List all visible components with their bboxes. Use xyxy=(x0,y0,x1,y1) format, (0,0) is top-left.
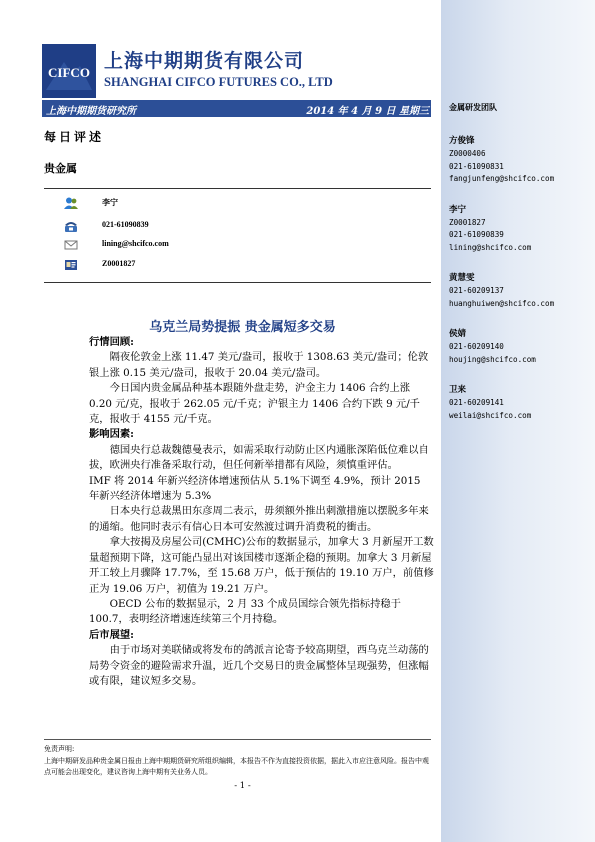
disclaimer-title: 免责声明: xyxy=(44,745,75,753)
envelope-icon xyxy=(64,238,78,252)
contact-phone: 021-60209140 xyxy=(449,342,504,351)
author-email-row xyxy=(64,238,424,252)
disclaimer-text: 上海中期研发品种贵金属日报由上海中期期货研究所组织编辑，本报告不作为直接投资依据，据此入市应注意风险。报告中观点可能会出现变化，建议咨询上海中期有关业务人员。 xyxy=(44,757,429,776)
contact-phone: 021-61090831 xyxy=(449,161,504,171)
contact-license: Z0001827 xyxy=(449,217,486,227)
report-body xyxy=(89,335,434,689)
author-email[interactable]: lining@shcifco.com xyxy=(102,239,169,248)
institute-name: 上海中期期货研究所 xyxy=(46,106,136,117)
market-review-heading: 行情回顾: xyxy=(89,336,134,348)
contact-card xyxy=(449,135,593,186)
paragraph: 由于市场对美联储或将发布的鸽派言论寄予较高期望，西乌克兰动荡的局势令资金的避险需求升温，近几个交易日的贵金属整体呈现强势，但涨幅或有限，建议短多交易。 xyxy=(89,644,429,687)
id-card-icon xyxy=(64,258,78,272)
contact-name: 方俊锋 xyxy=(449,136,475,146)
page-number: - 1 - xyxy=(234,781,251,791)
factors-heading: 影响因素: xyxy=(89,428,134,441)
contact-email[interactable]: houjing@shcifco.com xyxy=(449,354,536,364)
author-phone: 021-61090839 xyxy=(102,220,149,229)
contact-email[interactable]: weilai@shcifco.com xyxy=(449,410,532,420)
paragraph: 拿大按揭及房屋公司(CMHC)公布的数据显示，加拿大 3 月新屋开工数量超预期下降，这可能凸显出对该国楼市逐渐企稳的预期。加拿大 3 月新屋开工较上月骤降 17.7%，至 15.68 万户，低于预估的 19.10 万户，前值修正为 19.06 万户，初值为 19.21 万户。 xyxy=(89,536,434,595)
contact-email[interactable]: fangjunfeng@shcifco.com xyxy=(449,174,555,183)
paragraph: 德国央行总裁魏德曼表示，如需采取行动防止区内通胀深陷低位难以自拔，欧洲央行准备采取行动，但任何新举措都有风险，须慎重评估。 xyxy=(89,443,429,472)
divider xyxy=(44,282,431,283)
section-title: 每日评述 xyxy=(44,130,105,144)
contact-phone: 021-60209141 xyxy=(449,398,504,407)
divider xyxy=(44,188,431,189)
contact-card xyxy=(449,384,593,422)
author-name: 李宁 xyxy=(102,198,118,207)
contact-name: 侯婧 xyxy=(449,329,467,339)
header-bar xyxy=(42,100,431,117)
author-name-row xyxy=(64,196,424,210)
company-name-en: SHANGHAI CIFCO FUTURES CO., LTD xyxy=(104,75,333,89)
logo-text: CIFCO xyxy=(48,65,90,80)
author-license: Z0001827 xyxy=(102,259,136,268)
report-headline: 乌克兰局势提振 贵金属短多交易 xyxy=(149,320,336,335)
contact-card xyxy=(449,328,593,366)
contact-license: Z0000406 xyxy=(449,149,486,158)
author-phone-row xyxy=(64,219,424,233)
research-team-sidebar xyxy=(441,0,595,842)
sidebar-content xyxy=(449,102,593,440)
cifco-logo xyxy=(42,44,96,98)
paragraph: IMF 将 2014 年新兴经济体增速预估从 5.1%下调至 4.9%，预计 2015 年新兴经济体增速为 5.3% xyxy=(89,474,421,503)
contact-card xyxy=(449,272,593,310)
author-license-row xyxy=(64,258,424,272)
company-name-cn: 上海中期期货有限公司 xyxy=(104,50,305,72)
team-title: 金属研发团队 xyxy=(449,103,497,112)
contact-name: 李宁 xyxy=(449,204,467,215)
paragraph: 今日国内贵金属品种基本跟随外盘走势，沪金主力 1406 合约上涨 0.20 元/克，报收于 262.05 元/千克；沪银主力 1406 合约下跌 9 元/千克，报收于 4155 元/千克。 xyxy=(89,382,420,426)
report-category: 贵金属 xyxy=(44,162,77,175)
contact-email[interactable]: lining@shcifco.com xyxy=(449,242,532,252)
paragraph: 隔夜伦敦金上涨 11.47 美元/盎司，报收于 1308.63 美元/盎司；伦敦银上涨 0.15 美元/盎司，报收于 20.04 美元/盎司。 xyxy=(89,351,429,379)
phone-icon xyxy=(64,219,78,233)
person-icon xyxy=(64,196,78,210)
contact-email[interactable]: huanghuiwen@shcifco.com xyxy=(449,298,555,308)
contact-name: 卫来 xyxy=(449,385,467,395)
paragraph: 日本央行总裁黑田东彦周二表示，毋须额外推出刺激措施以摆脱多年来的通缩。他同时表示有信心日本可安然渡过调升消费税的衝击。 xyxy=(89,505,429,533)
paragraph: OECD 公布的数据显示，2 月 33 个成员国综合领先指标持稳于 100.7，表明经济增速连续第三个月持稳。 xyxy=(89,597,401,626)
contact-name: 黄慧雯 xyxy=(449,273,475,283)
contact-phone: 021-60209137 xyxy=(449,286,504,295)
contact-card xyxy=(449,204,593,255)
contact-phone: 021-61090839 xyxy=(449,230,504,239)
divider xyxy=(44,739,431,740)
outlook-heading: 后市展望: xyxy=(89,628,134,641)
report-date: 2014 年 4 月 9 日 星期三 xyxy=(306,106,429,117)
